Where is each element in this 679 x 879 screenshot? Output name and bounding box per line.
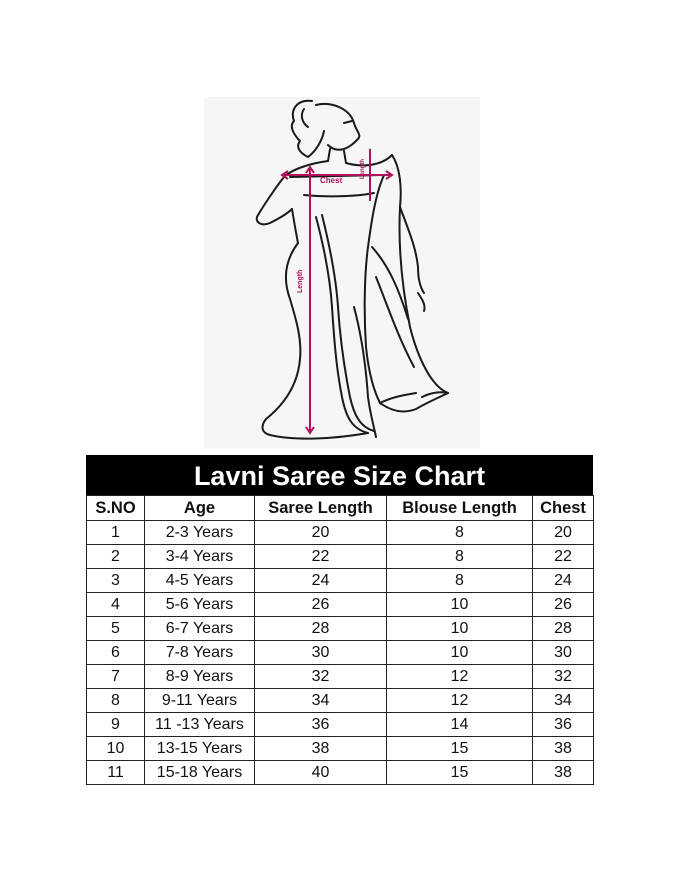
cell-age: 4-5 Years bbox=[145, 569, 255, 593]
cell-age: 5-6 Years bbox=[145, 593, 255, 617]
size-chart-title: Lavni Saree Size Chart bbox=[86, 455, 593, 495]
cell-blouse-length: 10 bbox=[387, 641, 533, 665]
table-row bbox=[87, 665, 594, 689]
cell-sno: 2 bbox=[87, 545, 145, 569]
cell-blouse-length: 15 bbox=[387, 737, 533, 761]
chest-label: Chest bbox=[320, 176, 343, 185]
cell-chest: 32 bbox=[533, 665, 594, 689]
cell-sno: 8 bbox=[87, 689, 145, 713]
cell-saree-length: 24 bbox=[255, 569, 387, 593]
table-row bbox=[87, 689, 594, 713]
cell-saree-length: 26 bbox=[255, 593, 387, 617]
cell-saree-length: 34 bbox=[255, 689, 387, 713]
table-row bbox=[87, 593, 594, 617]
length-label: Length bbox=[297, 269, 304, 293]
table-row bbox=[87, 641, 594, 665]
cell-blouse-length: 8 bbox=[387, 521, 533, 545]
table-row bbox=[87, 737, 594, 761]
cell-age: 3-4 Years bbox=[145, 545, 255, 569]
saree-measurement-illustration bbox=[204, 97, 480, 449]
cell-saree-length: 40 bbox=[255, 761, 387, 785]
cell-age: 13-15 Years bbox=[145, 737, 255, 761]
cell-blouse-length: 15 bbox=[387, 761, 533, 785]
cell-sno: 4 bbox=[87, 593, 145, 617]
cell-sno: 5 bbox=[87, 617, 145, 641]
cell-sno: 6 bbox=[87, 641, 145, 665]
cell-saree-length: 36 bbox=[255, 713, 387, 737]
cell-blouse-length: 8 bbox=[387, 545, 533, 569]
cell-age: 2-3 Years bbox=[145, 521, 255, 545]
header-sno: S.NO bbox=[87, 496, 145, 521]
cell-blouse-length: 12 bbox=[387, 689, 533, 713]
cell-chest: 38 bbox=[533, 761, 594, 785]
table-row bbox=[87, 617, 594, 641]
cell-blouse-length: 14 bbox=[387, 713, 533, 737]
cell-saree-length: 28 bbox=[255, 617, 387, 641]
table-row bbox=[87, 761, 594, 785]
cell-age: 9-11 Years bbox=[145, 689, 255, 713]
cell-sno: 10 bbox=[87, 737, 145, 761]
table-row bbox=[87, 545, 594, 569]
cell-blouse-length: 8 bbox=[387, 569, 533, 593]
cell-chest: 34 bbox=[533, 689, 594, 713]
header-age: Age bbox=[145, 496, 255, 521]
cell-chest: 38 bbox=[533, 737, 594, 761]
cell-saree-length: 20 bbox=[255, 521, 387, 545]
header-blouse-length: Blouse Length bbox=[387, 496, 533, 521]
table-header-row bbox=[87, 496, 594, 521]
table-row bbox=[87, 713, 594, 737]
table-row bbox=[87, 569, 594, 593]
header-chest: Chest bbox=[533, 496, 594, 521]
cell-saree-length: 30 bbox=[255, 641, 387, 665]
cell-saree-length: 32 bbox=[255, 665, 387, 689]
cell-age: 11 -13 Years bbox=[145, 713, 255, 737]
cell-chest: 36 bbox=[533, 713, 594, 737]
cell-chest: 20 bbox=[533, 521, 594, 545]
cell-sno: 11 bbox=[87, 761, 145, 785]
cell-saree-length: 22 bbox=[255, 545, 387, 569]
cell-chest: 24 bbox=[533, 569, 594, 593]
cell-sno: 1 bbox=[87, 521, 145, 545]
cell-sno: 7 bbox=[87, 665, 145, 689]
cell-chest: 22 bbox=[533, 545, 594, 569]
cell-blouse-length: 10 bbox=[387, 617, 533, 641]
cell-age: 6-7 Years bbox=[145, 617, 255, 641]
header-saree-length: Saree Length bbox=[255, 496, 387, 521]
cell-blouse-length: 10 bbox=[387, 593, 533, 617]
cell-chest: 28 bbox=[533, 617, 594, 641]
cell-saree-length: 38 bbox=[255, 737, 387, 761]
blouse-length-label: Length bbox=[360, 159, 366, 179]
cell-sno: 9 bbox=[87, 713, 145, 737]
cell-sno: 3 bbox=[87, 569, 145, 593]
cell-age: 8-9 Years bbox=[145, 665, 255, 689]
table-row bbox=[87, 521, 594, 545]
cell-chest: 30 bbox=[533, 641, 594, 665]
cell-age: 7-8 Years bbox=[145, 641, 255, 665]
cell-chest: 26 bbox=[533, 593, 594, 617]
saree-figure-sketch bbox=[204, 97, 480, 449]
size-chart bbox=[86, 455, 593, 785]
cell-age: 15-18 Years bbox=[145, 761, 255, 785]
size-chart-table bbox=[86, 495, 594, 785]
cell-blouse-length: 12 bbox=[387, 665, 533, 689]
